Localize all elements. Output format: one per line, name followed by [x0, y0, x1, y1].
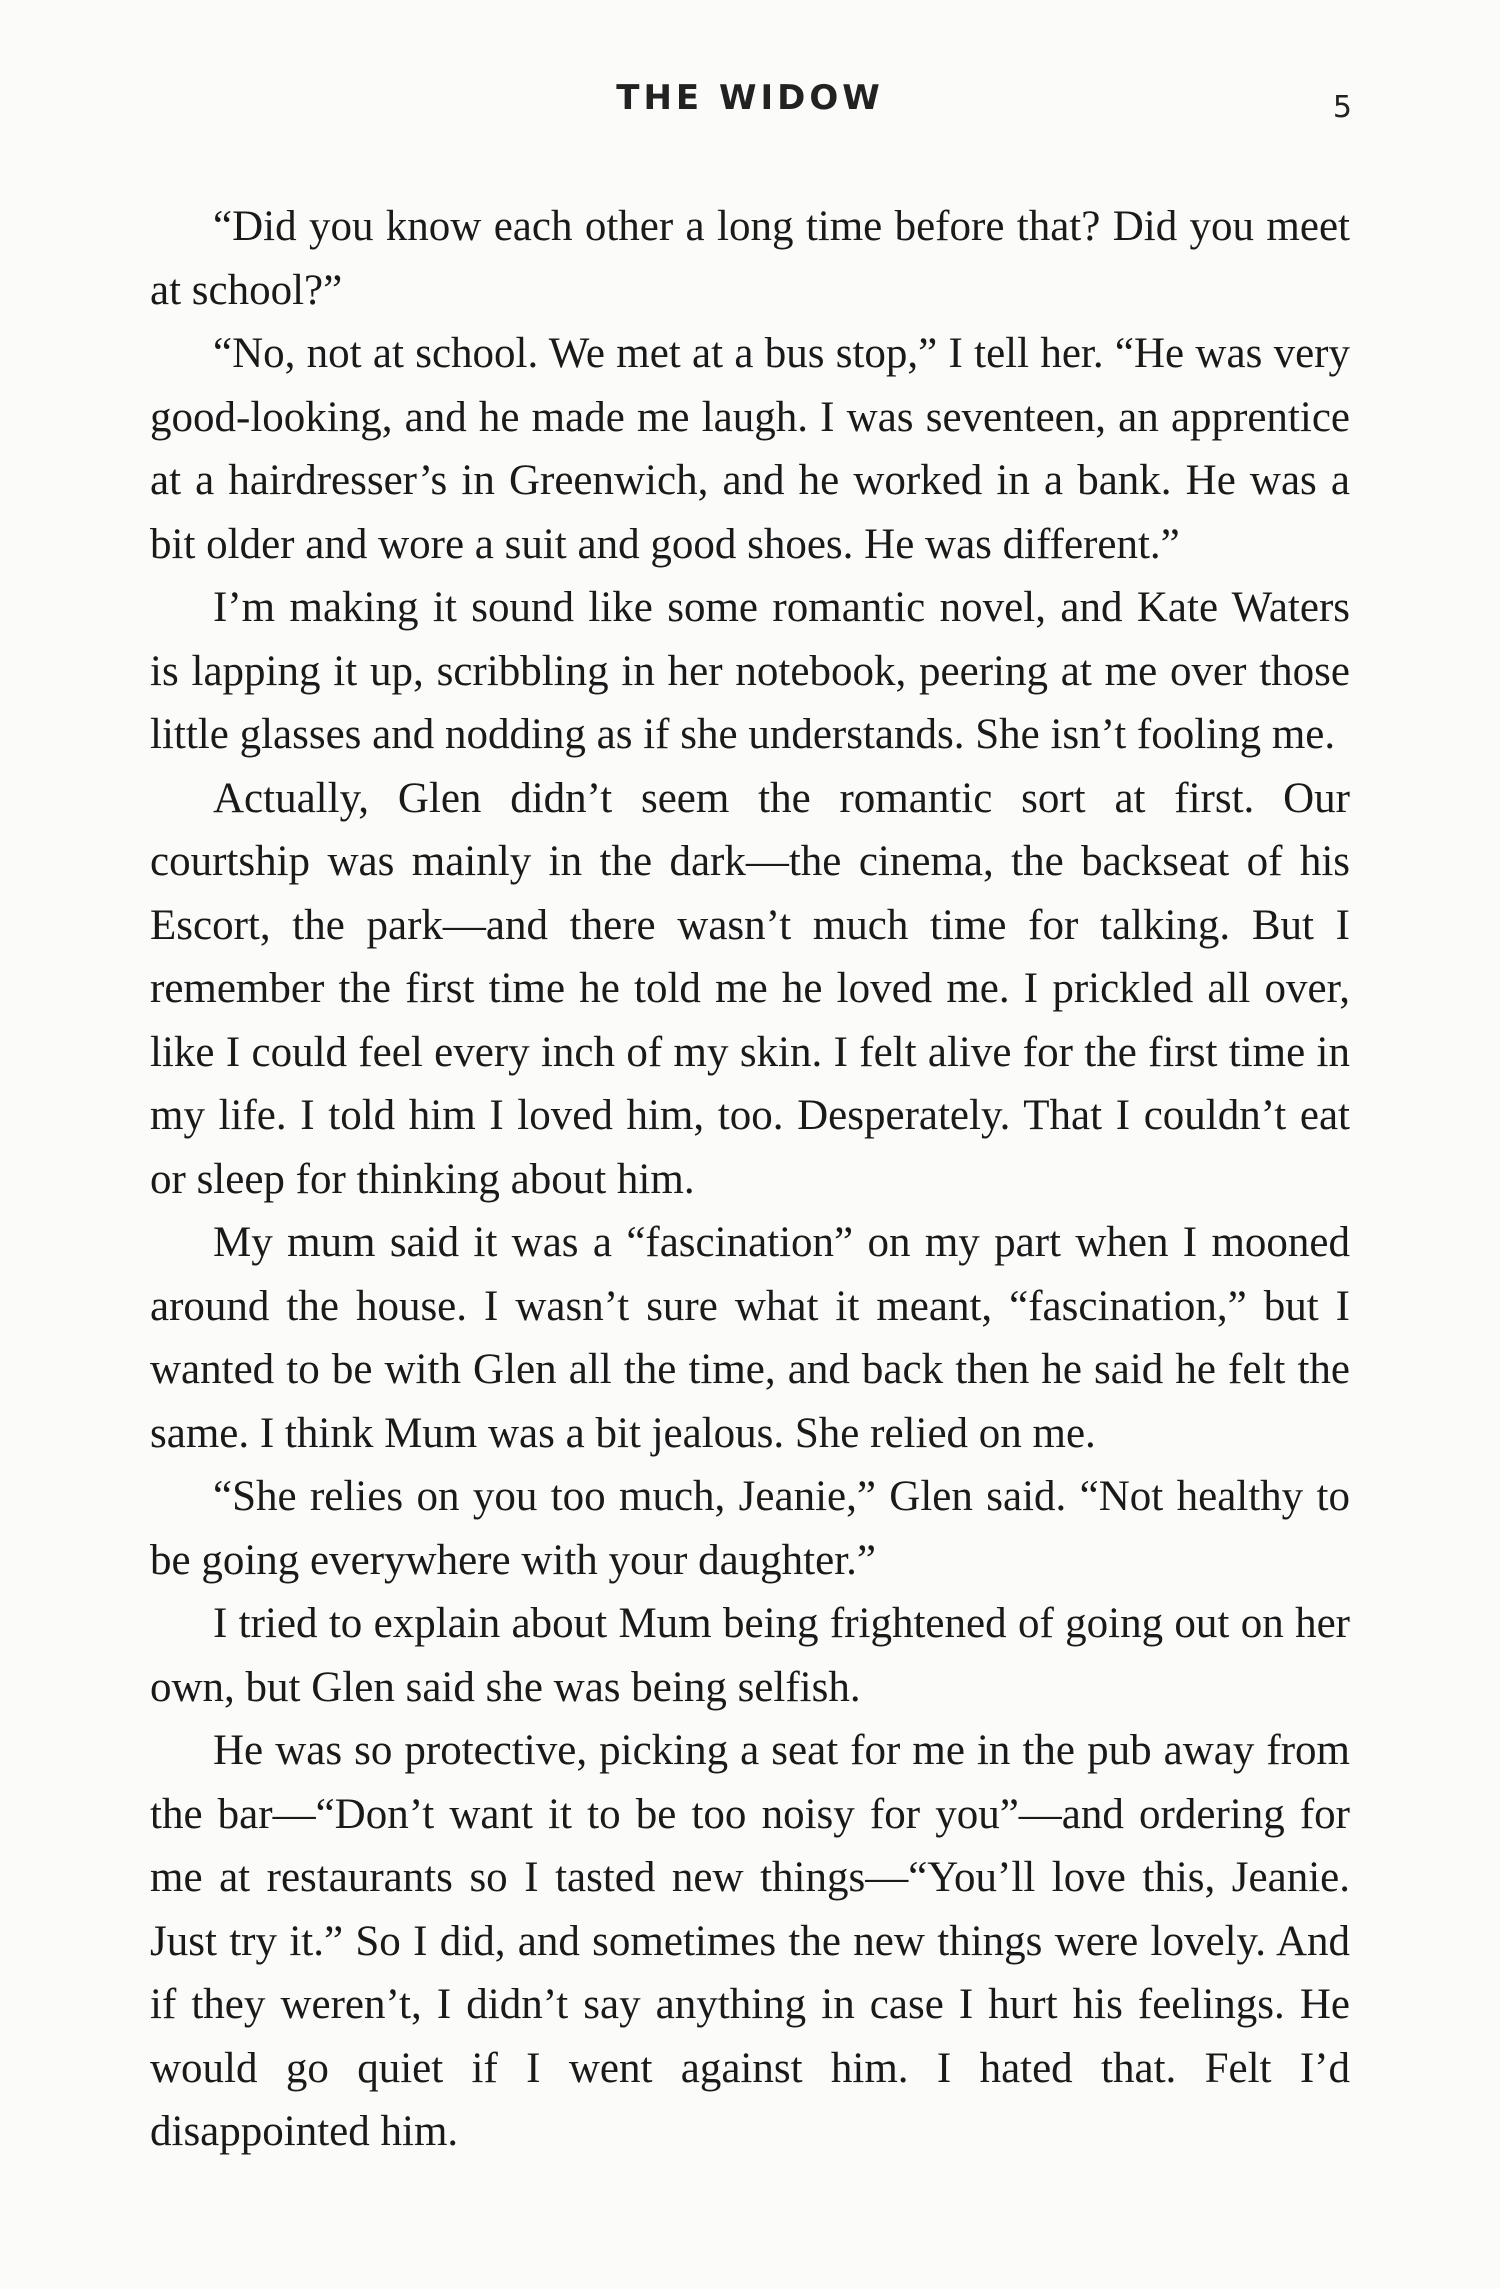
paragraph: Actually, Glen didn’t seem the romantic sort at first. Our courtship was mainly in the dark—the cinema, the backseat of his Escort, the park—and there wasn’t much time for talking. But I remember the first time he told me he loved me. I prickled all over, like I could feel every inch of my skin. I felt alive for the first time in my life. I told him I loved him, too. Desperately. That I couldn’t eat or sleep for thinking about him. — [150, 774, 1350, 1203]
body-text — [150, 195, 1350, 2164]
paragraph: “No, not at school. We met at a bus stop,” I tell her. “He was very good-looking, and he made me laugh. I was seventeen, an apprentice at a hairdresser’s in Greenwich, and he worked in a bank. He was a bit older and wore a suit and good shoes. He was different.” — [150, 330, 1350, 568]
running-header — [0, 78, 1500, 128]
paragraph: “Did you know each other a long time before that? Did you meet at school?” — [150, 203, 1350, 314]
paragraph: I’m making it sound like some romantic novel, and Kate Waters is lapping it up, scribbling in her notebook, peering at me over those little glasses and nodding as if she understands. She isn’t fooling me. — [150, 584, 1350, 758]
paragraph: “She relies on you too much, Jeanie,” Glen said. “Not healthy to be going everywhere with your daughter.” — [150, 1473, 1350, 1584]
paragraph: My mum said it was a “fascination” on my part when I mooned around the house. I wasn’t sure what it meant, “fascination,” but I wanted to be with Glen all the time, and back then he said he felt the same. I think Mum was a bit jealous. She relied on me. — [150, 1219, 1350, 1457]
page-number: 5 — [1332, 90, 1352, 125]
paragraph: I tried to explain about Mum being frightened of going out on her own, but Glen said she was being selfish. — [150, 1600, 1350, 1711]
running-title: THE WIDOW — [616, 78, 884, 118]
paragraph: He was so protective, picking a seat for me in the pub away from the bar—“Don’t want it to be too noisy for you”—and ordering for me at restaurants so I tasted new things—“You’ll love this, Jeanie. Just try it.” So I did, and sometimes the new things were lovely. And if they weren’t, I didn’t say anything in case I hurt his feelings. He would go quiet if I went against him. I hated that. Felt I’d disappointed him. — [150, 1727, 1350, 2155]
